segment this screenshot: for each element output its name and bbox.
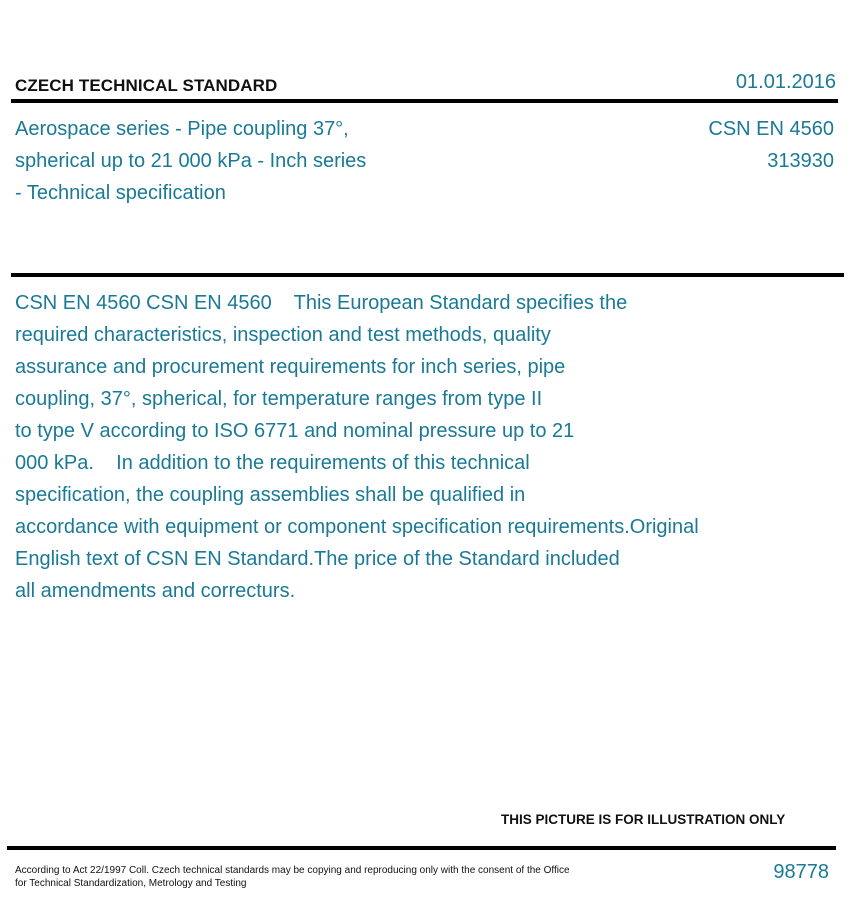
standard-title (15, 113, 485, 209)
standard-title-line: Aerospace series - Pipe coupling 37°, (15, 118, 349, 140)
standard-code: CSN EN 4560 (708, 118, 834, 140)
legal-notice-line: According to Act 22/1997 Coll. Czech technical standards may be copying and reproducing only with the consent of the Office (15, 865, 570, 876)
abstract-line: 000 kPa. In addition to the requirements of this technical (15, 452, 530, 474)
illustration-disclaimer: THIS PICTURE IS FOR ILLUSTRATION ONLY (501, 812, 786, 827)
standard-title-line: - Technical specification (15, 182, 226, 204)
abstract-line: to type V according to ISO 6771 and nominal pressure up to 21 (15, 420, 575, 442)
legal-notice (15, 864, 615, 890)
standard-abstract (15, 287, 775, 607)
standard-title-line: spherical up to 21 000 kPa - Inch series (15, 150, 367, 172)
abstract-line: coupling, 37°, spherical, for temperature ranges from type II (15, 388, 543, 410)
abstract-line: specification, the coupling assemblies shall be qualified in (15, 484, 526, 506)
abstract-line: English text of CSN EN Standard.The price of the Standard included (15, 548, 620, 570)
section-divider (11, 273, 844, 277)
footer-divider (7, 846, 836, 850)
abstract-line: required characteristics, inspection and test methods, quality (15, 324, 551, 346)
abstract-line: all amendments and correcturs. (15, 580, 296, 602)
document-date: 01.01.2016 (735, 71, 836, 93)
document-header-title: CZECH TECHNICAL STANDARD (15, 76, 278, 95)
abstract-line: accordance with equipment or component specification requirements.Original (15, 516, 699, 538)
abstract-line: CSN EN 4560 CSN EN 4560 This European Standard specifies the (15, 292, 628, 314)
standard-classification: 313930 (767, 150, 834, 172)
abstract-line: assurance and procurement requirements for inch series, pipe (15, 356, 566, 378)
standard-identifiers (708, 113, 834, 177)
header-divider (11, 99, 838, 103)
legal-notice-line: for Technical Standardization, Metrology and Testing (15, 878, 247, 889)
document-number: 98778 (773, 861, 829, 883)
